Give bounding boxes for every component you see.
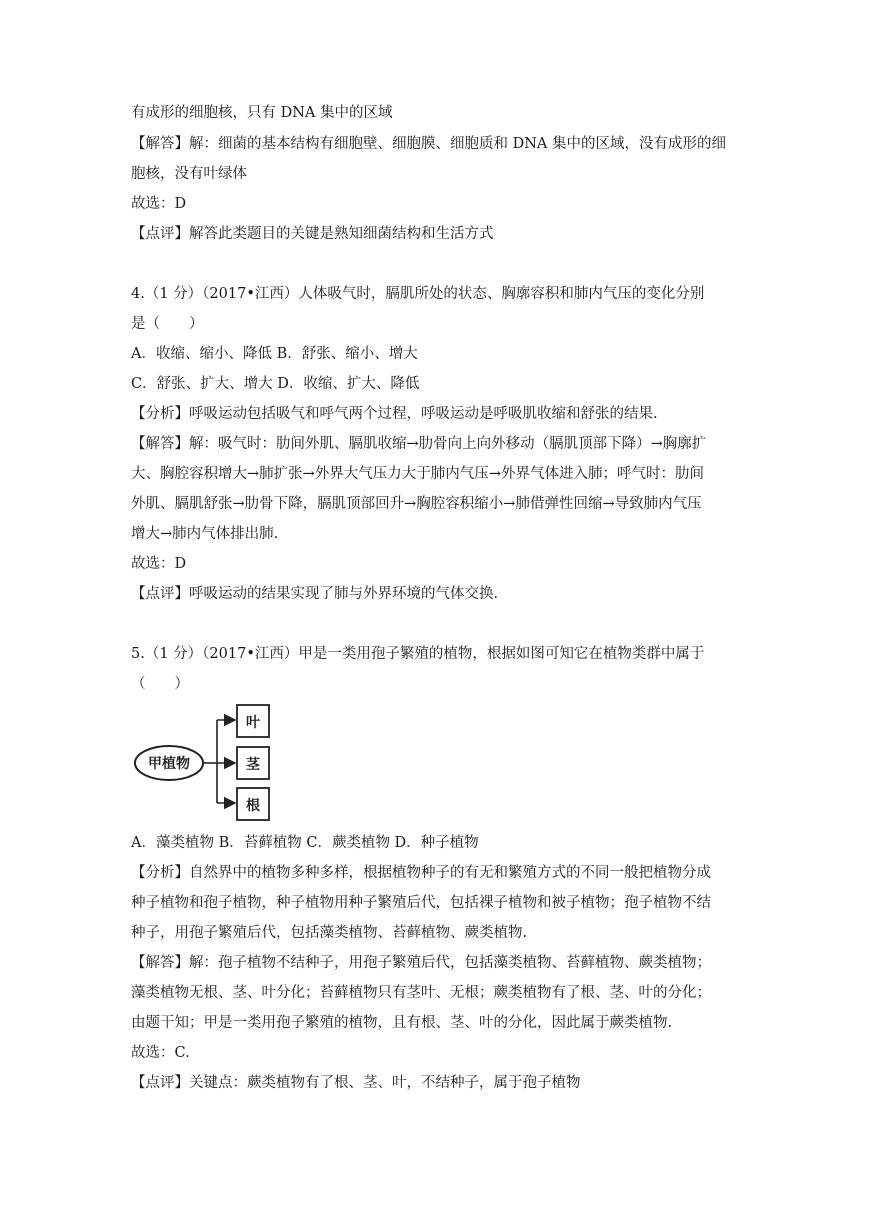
diagram-box-label: 茎 — [246, 757, 260, 773]
diagram-box-label: 叶 — [246, 715, 260, 731]
q4-answer-line: 【解答】解：吸气时：肋间外肌、膈肌收缩→肋骨向上向外移动（膈肌顶部下降）→胸廓扩 — [131, 436, 707, 452]
q5-analysis-line: 种子，用孢子繁殖后代，包括藻类植物、苔藓植物、蕨类植物. — [131, 925, 528, 941]
q4-answer-line: 大、胸腔容积增大→肺扩张→外界大气压力大于肺内气压→外界气体进入肺；呼气时：肋间 — [131, 466, 704, 482]
plant-structure-diagram — [131, 700, 281, 825]
q4-stem: 4.（1 分）（2017•江西）人体吸气时，膈肌所处的状态、胸廓容积和肺内气压的变化分别 — [131, 286, 705, 302]
q4-comment: 【点评】呼吸运动的结果实现了肺与外界环境的气体交换. — [131, 586, 499, 602]
q4-analysis: 【分析】呼吸运动包括吸气和呼气两个过程，呼吸运动是呼吸肌收缩和舒张的结果. — [131, 406, 658, 422]
q5-answer-line: 【解答】解：孢子植物不结种子，用孢子繁殖后代，包括藻类植物、苔藓植物、蕨类植物； — [131, 955, 711, 971]
diagram-center-label: 甲植物 — [148, 756, 190, 772]
q5-analysis-line: 种子植物和孢子植物，种子植物用种子繁殖后代，包括裸子植物和被子植物；孢子植物不结 — [131, 895, 711, 911]
q5-stem: 5.（1 分）（2017•江西）甲是一类用孢子繁殖的植物，根据如图可知它在植物类群中属于 — [131, 646, 705, 662]
q5-stem: （ ） — [131, 676, 189, 692]
diagram-box-label: 根 — [246, 798, 260, 814]
q5-answer-line: 由题干知；甲是一类用孢子繁殖的植物，且有根、茎、叶的分化，因此属于蕨类植物. — [131, 1015, 673, 1031]
q3-text-line: 有成形的细胞核，只有 DNA 集中的区域 — [131, 105, 393, 121]
q3-comment: 【点评】解答此类题目的关键是熟知细菌结构和生活方式 — [131, 226, 494, 242]
q5-analysis-line: 【分析】自然界中的植物多种多样，根据植物种子的有无和繁殖方式的不同一般把植物分成 — [131, 865, 711, 881]
q4-options: A．收缩、缩小、降低 B．舒张、缩小、增大 — [131, 346, 418, 362]
q4-answer-line: 增大→肺内气体排出肺. — [131, 526, 279, 542]
q5-options: A．藻类植物 B．苔藓植物 C．蕨类植物 D．种子植物 — [131, 835, 479, 851]
q3-choose: 故选：D — [131, 196, 187, 212]
q5-choose: 故选：C. — [131, 1045, 190, 1061]
q5-comment: 【点评】关键点：蕨类植物有了根、茎、叶，不结种子，属于孢子植物 — [131, 1075, 581, 1091]
q4-options: C．舒张、扩大、增大 D．收缩、扩大、降低 — [131, 376, 420, 392]
q4-choose: 故选：D — [131, 556, 187, 572]
q4-stem: 是（ ） — [131, 316, 204, 332]
q3-answer-line: 胞核，没有叶绿体 — [131, 166, 247, 182]
q5-answer-line: 藻类植物无根、茎、叶分化；苔藓植物只有茎叶、无根；蕨类植物有了根、茎、叶的分化； — [131, 985, 711, 1001]
q3-answer-line: 【解答】解：细菌的基本结构有细胞壁、细胞膜、细胞质和 DNA 集中的区域，没有成形的细 — [131, 136, 726, 152]
q4-answer-line: 外肌、膈肌舒张→肋骨下降，膈肌顶部回升→胸腔容积缩小→肺借弹性回缩→导致肺内气压 — [131, 496, 702, 512]
